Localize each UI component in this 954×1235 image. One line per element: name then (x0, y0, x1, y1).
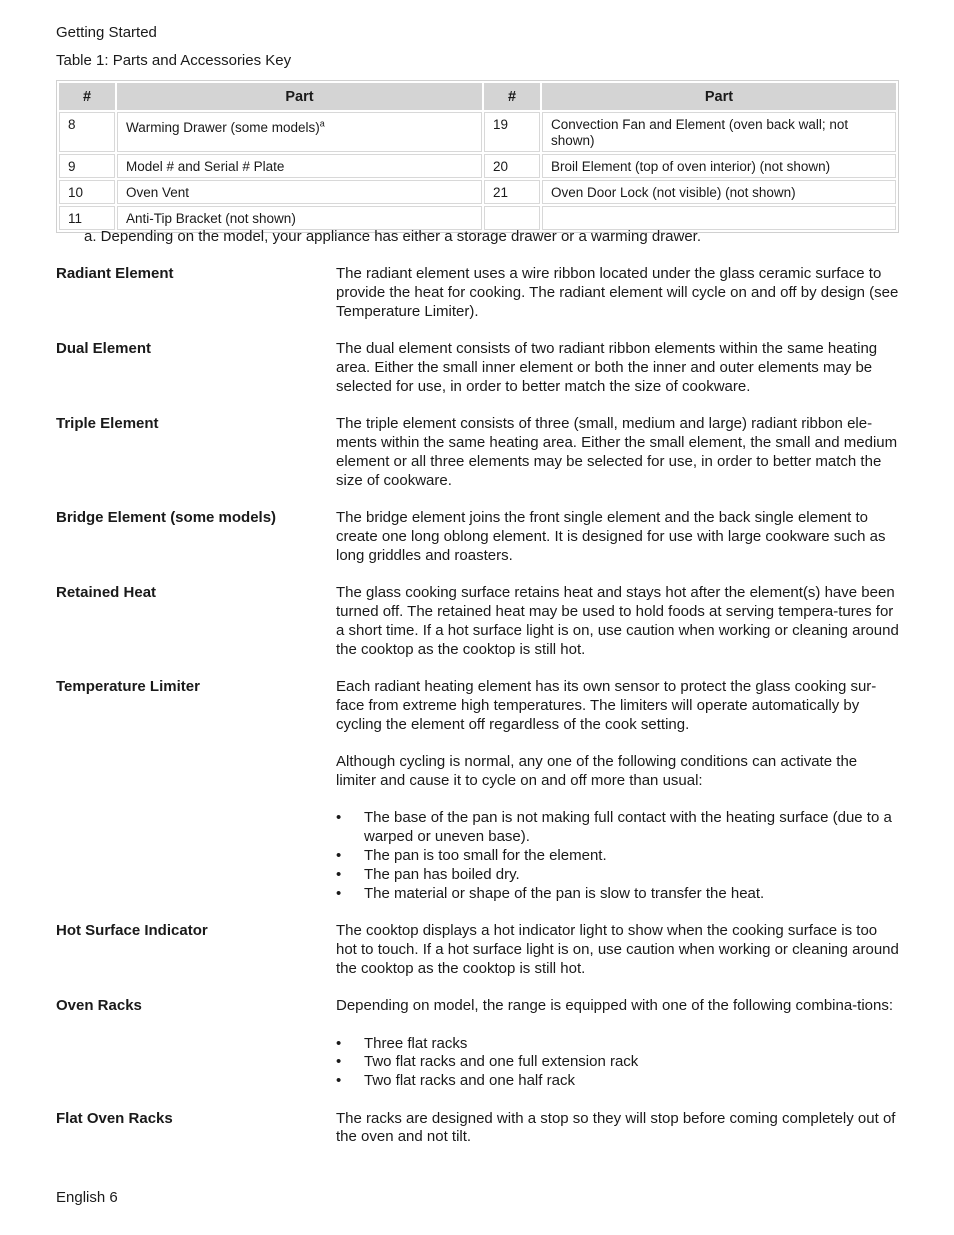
table-footnote: a. Depending on the model, your appliance has either a storage drawer or a warming drawer. (84, 228, 702, 245)
list-item-text: The pan has boiled dry. (364, 865, 520, 883)
definition-paragraph: Each radiant heating element has its own sensor to protect the glass cooking sur-face from extreme high temperatures. The limiters will operate automatically by cycling the element off regardless of the cook setting. (336, 677, 877, 733)
list-item (336, 1053, 899, 1072)
definition-description (336, 509, 899, 565)
bullet-glyph: • (336, 1034, 342, 1052)
cell-part: Oven Vent (117, 180, 482, 204)
definition-description (336, 678, 899, 903)
list-item (336, 1072, 899, 1091)
col-header-number: # (59, 83, 115, 110)
definition-paragraph: The glass cooking surface retains heat and stays hot after the element(s) have been turned off. The retained heat may be used to hold foods at serving tempera-tures for a short time. If a hot surface light is on, use caution when working or cleaning around the cooktop as the cooktop is still hot. (336, 584, 899, 658)
cell-number: 20 (484, 154, 540, 178)
bullet-glyph: • (336, 884, 342, 902)
table-caption: Table 1: Parts and Accessories Key (56, 52, 292, 69)
list-item-text: Three flat racks (364, 1034, 468, 1052)
page-footer: English 6 (56, 1189, 118, 1206)
footnote-marker: a (319, 118, 325, 129)
definition-paragraph: The radiant element uses a wire ribbon located under the glass ceramic surface to provide the heat for cooking. The radiant element will cycle on and off by design (see Temperature Limiter). (336, 265, 899, 320)
definition-term: Temperature Limiter (56, 677, 200, 695)
cell-number: 11 (59, 206, 115, 230)
cell-part: Convection Fan and Element (oven back wall; not shown) (542, 112, 896, 152)
list-item-text: The material or shape of the pan is slow to transfer the heat. (364, 884, 765, 902)
cell-part (117, 112, 482, 152)
definition-paragraph: Depending on model, the range is equipped with one of the following combina-tions: (336, 997, 894, 1015)
list-item-text: The pan is too small for the element. (364, 846, 607, 864)
definition-description (336, 584, 899, 659)
cell-number: 21 (484, 180, 540, 204)
cell-part: Anti-Tip Bracket (not shown) (117, 206, 482, 230)
definition-description (336, 415, 899, 490)
table-row (59, 112, 896, 152)
definition-description (336, 265, 899, 321)
cell-number: 9 (59, 154, 115, 178)
list-item (336, 866, 899, 885)
col-header-part: Part (117, 83, 482, 110)
definition-item (56, 340, 899, 396)
cell-number: 10 (59, 180, 115, 204)
definitions-list (56, 265, 899, 1147)
definition-term: Dual Element (56, 340, 152, 358)
definition-item (56, 265, 899, 321)
bullet-glyph: • (336, 1053, 342, 1071)
table-row (59, 206, 896, 230)
list-item (336, 847, 899, 866)
definition-description (336, 340, 899, 396)
bullet-glyph: • (336, 809, 342, 827)
cell-part: Oven Door Lock (not visible) (not shown) (542, 180, 896, 204)
bullet-list (336, 809, 899, 903)
table-header-row (59, 83, 896, 110)
definition-description (336, 922, 899, 978)
definition-term: Hot Surface Indicator (56, 922, 208, 940)
definition-item (56, 922, 899, 978)
page-header: Getting Started (56, 24, 157, 41)
list-item (336, 885, 899, 904)
bullet-glyph: • (336, 846, 342, 864)
definition-term: Retained Heat (56, 584, 157, 602)
bullet-glyph: • (336, 865, 342, 883)
definition-item (56, 415, 899, 490)
list-item-text: The base of the pan is not making full contact with the heating surface (due to a warped or uneven base). (364, 809, 892, 846)
table-row (59, 154, 896, 178)
definition-paragraph: The cooktop displays a hot indicator light to show when the cooking surface is too hot to touch. If a hot surface light is on, use caution when working or cleaning around the cooktop as the cooktop is still hot. (336, 922, 899, 977)
definition-paragraph: The racks are designed with a stop so they will stop before coming completely out of the oven and not tilt. (336, 1109, 896, 1146)
definition-term: Bridge Element (some models) (56, 509, 277, 527)
cell-part: Model # and Serial # Plate (117, 154, 482, 178)
definition-description (336, 997, 899, 1091)
definition-description (336, 1110, 899, 1148)
cell-number: 8 (59, 112, 115, 152)
cell-number (484, 206, 540, 230)
definition-item (56, 584, 899, 659)
definition-term: Oven Racks (56, 997, 142, 1015)
list-item (336, 1035, 899, 1054)
cell-number: 19 (484, 112, 540, 152)
parts-table (56, 80, 899, 233)
definition-paragraph: The triple element consists of three (small, medium and large) radiant ribbon ele-ments within the same heating area. Either the small element, the small and medium element or all three elements may be selected for use, in order to better match the size of cookware. (336, 415, 898, 489)
bullet-list (336, 1035, 899, 1091)
definition-item (56, 678, 899, 903)
cell-part-text: Warming Drawer (some models) (126, 120, 320, 135)
definition-item (56, 509, 899, 565)
list-item (336, 809, 899, 847)
bullet-glyph: • (336, 1072, 342, 1090)
col-header-number: # (484, 83, 540, 110)
definition-term: Radiant Element (56, 265, 174, 282)
definition-term: Triple Element (56, 415, 159, 433)
definition-item (56, 1110, 899, 1148)
list-item-text: Two flat racks and one half rack (364, 1072, 575, 1090)
definition-item (56, 997, 899, 1091)
col-header-part: Part (542, 83, 896, 110)
definition-paragraph: The dual element consists of two radiant ribbon elements within the same heating area. Either the small inner element or both the inner and outer elements may be selected for use, in order to better match the size of cookware. (336, 340, 878, 395)
definition-paragraph: Although cycling is normal, any one of the following conditions can activate the limiter and cause it to cycle on and off more than usual: (336, 753, 858, 789)
definition-term: Flat Oven Racks (56, 1109, 173, 1127)
cell-part (542, 206, 896, 230)
cell-part: Broil Element (top of oven interior) (not shown) (542, 154, 896, 178)
list-item-text: Two flat racks and one full extension rack (364, 1053, 639, 1071)
table-row (59, 180, 896, 204)
definition-paragraph: The bridge element joins the front single element and the back single element to create one long oblong element. It is designed for use with large cookware such as long griddles and roasters. (336, 509, 886, 564)
